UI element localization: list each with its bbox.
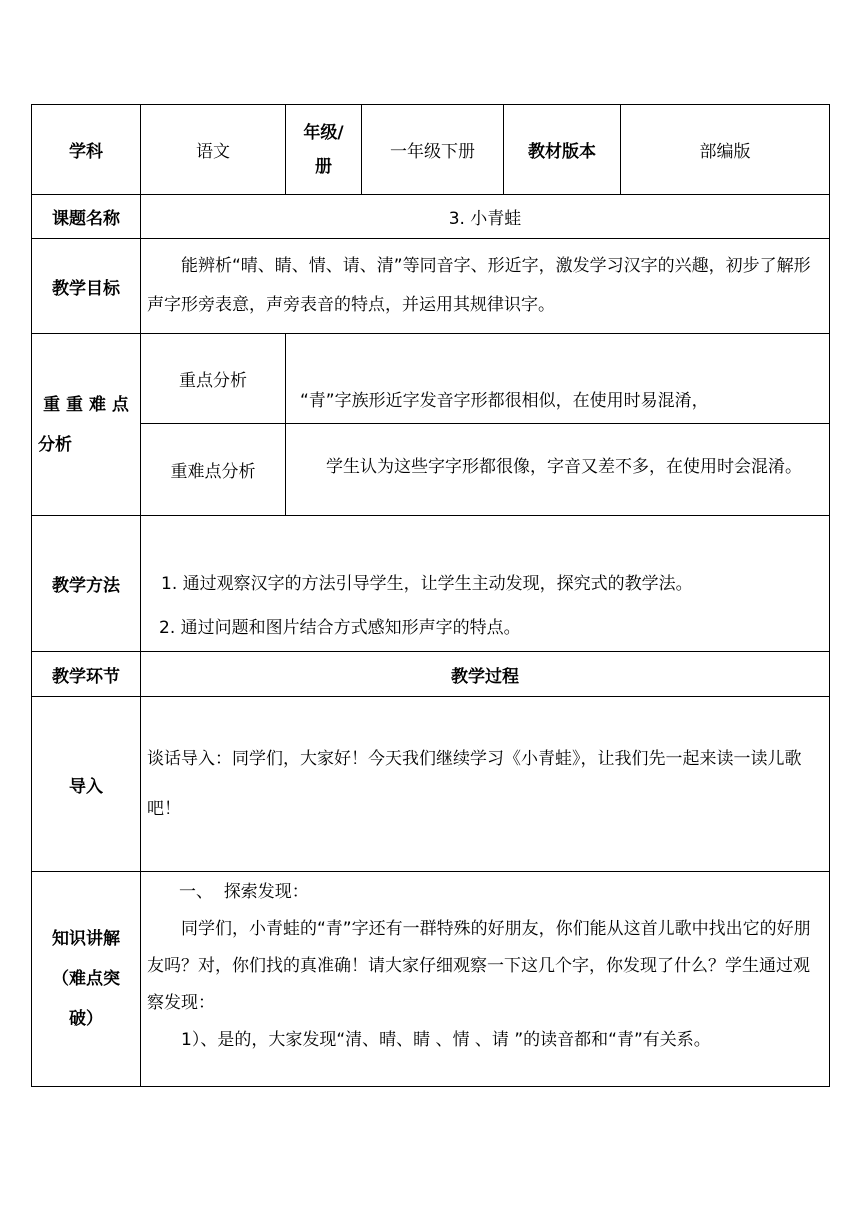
lesson-title: 3. 小青蛙 (141, 195, 830, 239)
knowledge-label-line1: 知识讲解 (52, 929, 120, 949)
grade-label-line2: 册 (315, 156, 332, 177)
grade-label (286, 105, 362, 195)
focus-text: “青”字族形近字发音字形都很相似，在使用时易混淆， (286, 334, 830, 424)
difficulty-text: 学生认为这些字字形都很像，字音又差不多，在使用时会混淆。 (326, 456, 802, 477)
method-item-1: 1. 通过观察汉字的方法引导学生，让学生主动发现，探究式的教学法。 (161, 573, 693, 594)
knowledge-label (32, 872, 141, 1087)
difficulty-row (32, 424, 830, 516)
intro-text: 谈话导入：同学们，大家好！今天我们继续学习《小青蛙》，让我们先一起来读一读儿歌吧！ (147, 749, 802, 819)
lesson-row (32, 195, 830, 239)
intro-label: 导入 (32, 697, 141, 872)
objective-label: 教学目标 (32, 239, 141, 334)
focus-label: 重点分析 (141, 334, 286, 424)
difficulty-cell (286, 424, 830, 516)
objective-cell (141, 239, 830, 334)
knowledge-row (32, 872, 830, 1087)
subject-value: 语文 (141, 105, 286, 195)
process-header-row (32, 652, 830, 697)
subject-label: 学科 (32, 105, 141, 195)
lesson-label: 课题名称 (32, 195, 141, 239)
method-row (32, 516, 830, 652)
key-points-label-line1: 重 重 难 点 (43, 394, 129, 415)
knowledge-heading: 一、 探索发现： (179, 882, 309, 902)
focus-row (32, 334, 830, 424)
difficulty-label: 重难点分析 (141, 424, 286, 516)
knowledge-cell (141, 872, 830, 1087)
grade-label-line1: 年级/ (303, 122, 344, 143)
objective-text: 能辨析“晴、睛、情、请、清”等同音字、形近字，激发学习汉字的兴趣，初步了解形声字形旁表意，声旁表音的特点，并运用其规律识字。 (147, 256, 811, 315)
knowledge-label-line2: （难点突 (52, 969, 120, 989)
method-label: 教学方法 (32, 516, 141, 652)
objective-row (32, 239, 830, 334)
intro-cell (141, 697, 830, 872)
grade-value: 一年级下册 (362, 105, 504, 195)
process-heading: 教学过程 (141, 652, 830, 697)
key-points-label (32, 334, 141, 516)
knowledge-para-2: 1）、是的，大家发现“清、晴、睛 、情 、请 ”的读音都和“青”有关系。 (181, 1030, 711, 1050)
lesson-plan-table (31, 104, 830, 1087)
method-item-2: 2. 通过问题和图片结合方式感知形声字的特点。 (159, 617, 521, 638)
method-cell (141, 516, 830, 652)
key-points-label-line2: 分析 (38, 434, 72, 455)
edition-label: 教材版本 (504, 105, 621, 195)
knowledge-label-line3: 破） (69, 1009, 103, 1029)
knowledge-para-1: 同学们，小青蛙的“青”字还有一群特殊的好朋友，你们能从这首儿歌中找出它的好朋友吗？对，你们找的真准确！请大家仔细观察一下这几个字，你发现了什么？学生通过观察发现： (147, 919, 811, 1013)
intro-row (32, 697, 830, 872)
process-label: 教学环节 (32, 652, 141, 697)
header-row (32, 105, 830, 195)
edition-value: 部编版 (621, 105, 830, 195)
